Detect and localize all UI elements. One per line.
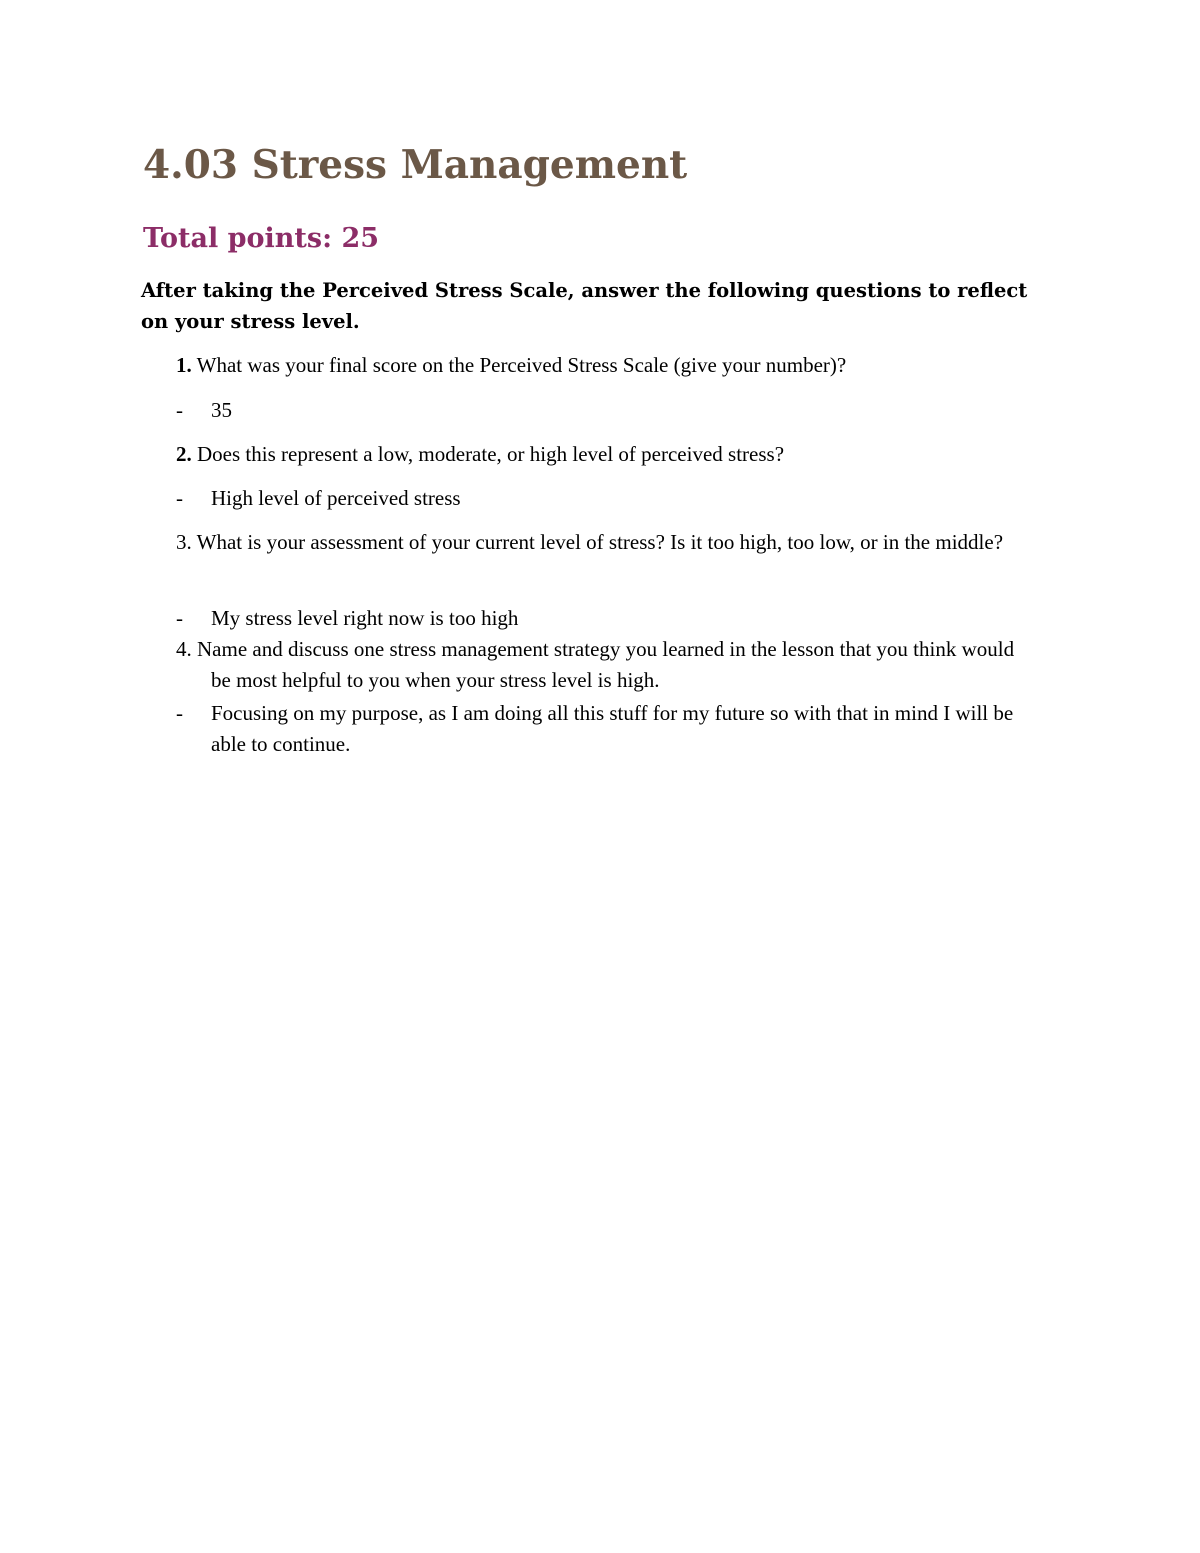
- answer-4-text: Focusing on my purpose, as I am doing all this stuff for my future so with that in mind I will be able to continue.: [211, 701, 1014, 756]
- question-1: [176, 350, 1036, 381]
- answer-3-text: My stress level right now is too high: [211, 606, 519, 630]
- answer-1: [176, 395, 1036, 426]
- question-4-text: Name and discuss one stress management strategy you learned in the lesson that you think would be most helpful to you when your stress level is high.: [191, 637, 1015, 692]
- total-points-heading: Total points: 25: [143, 223, 380, 254]
- question-2: [176, 439, 1036, 470]
- answer-4: [176, 698, 1036, 760]
- question-4: [176, 634, 1036, 696]
- question-2-number: 2.: [176, 442, 192, 466]
- question-1-number: 1.: [176, 353, 192, 377]
- document-title: 4.03 Stress Management: [143, 142, 688, 188]
- answer-4-dash: -: [176, 701, 183, 725]
- question-3-text: What is your assessment of your current level of stress? Is it too high, too low, or in the middle?: [191, 530, 1004, 554]
- answer-1-text: 35: [211, 398, 232, 422]
- answer-2-text: High level of perceived stress: [211, 486, 461, 510]
- instructions-paragraph: After taking the Perceived Stress Scale, answer the following questions to reflect on your stress level.: [141, 279, 1028, 333]
- answer-2: [176, 483, 1036, 514]
- question-3: [176, 527, 1036, 558]
- question-4-number: 4.: [176, 637, 192, 661]
- answer-3: [176, 603, 1036, 634]
- question-1-text: What was your final score on the Perceived Stress Scale (give your number)?: [191, 353, 847, 377]
- answer-3-dash: -: [176, 606, 183, 630]
- answer-1-dash: -: [176, 398, 183, 422]
- answer-2-dash: -: [176, 486, 183, 510]
- question-3-number: 3.: [176, 530, 192, 554]
- question-2-text: Does this represent a low, moderate, or high level of perceived stress?: [191, 442, 785, 466]
